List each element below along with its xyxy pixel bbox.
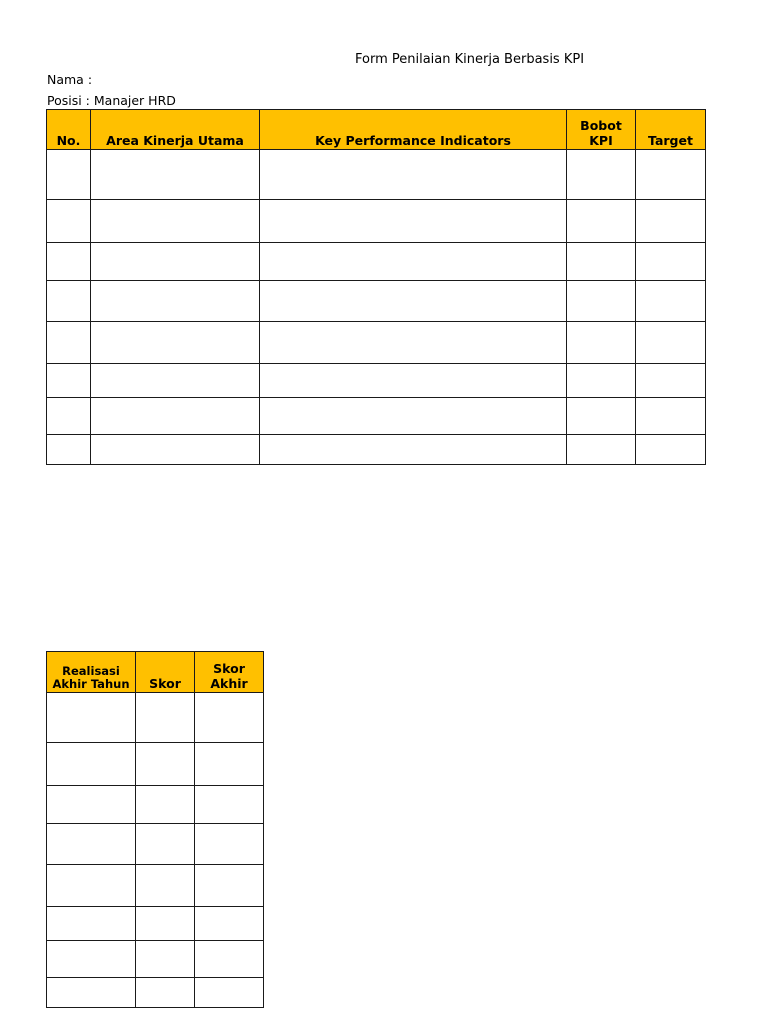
kpi-table-cell-kpi[interactable] xyxy=(260,435,567,465)
kpi-table-cell-kpi[interactable] xyxy=(260,364,567,398)
realisasi-table-row xyxy=(47,824,264,865)
header-bobot-line2: KPI xyxy=(589,133,613,148)
realisasi-table-cell-realisasi[interactable] xyxy=(47,978,136,1008)
realisasi-table-row xyxy=(47,865,264,907)
header-realisasi xyxy=(47,652,136,693)
header-skor: Skor xyxy=(136,652,195,693)
kpi-table-cell-kpi[interactable] xyxy=(260,150,567,200)
nama-label: Nama : xyxy=(47,72,93,87)
realisasi-table-header-row xyxy=(47,652,264,693)
header-realisasi-line2: Akhir Tahun xyxy=(52,677,130,691)
realisasi-table-cell-skor[interactable] xyxy=(136,786,195,824)
kpi-table-cell-kpi[interactable] xyxy=(260,281,567,322)
realisasi-table-cell-realisasi[interactable] xyxy=(47,865,136,907)
kpi-table-cell-kpi[interactable] xyxy=(260,243,567,281)
realisasi-table xyxy=(46,651,264,1008)
header-target: Target xyxy=(636,110,706,150)
header-bobot-line1: Bobot xyxy=(580,118,622,133)
realisasi-table-cell-skor[interactable] xyxy=(136,907,195,941)
kpi-table-row xyxy=(47,322,706,364)
posisi-label: Posisi : Manajer HRD xyxy=(47,93,176,108)
realisasi-table-cell-skor-akhir[interactable] xyxy=(195,941,264,978)
kpi-table-cell-no[interactable] xyxy=(47,200,91,243)
kpi-table-cell-no[interactable] xyxy=(47,150,91,200)
realisasi-table-cell-skor-akhir[interactable] xyxy=(195,978,264,1008)
kpi-table-cell-area[interactable] xyxy=(91,435,260,465)
kpi-table-cell-area[interactable] xyxy=(91,281,260,322)
header-skor-akhir-line2: Akhir xyxy=(210,676,248,691)
realisasi-table-cell-skor[interactable] xyxy=(136,941,195,978)
header-no: No. xyxy=(47,110,91,150)
kpi-table-cell-target[interactable] xyxy=(636,200,706,243)
kpi-table-cell-target[interactable] xyxy=(636,398,706,435)
realisasi-table-row xyxy=(47,693,264,743)
realisasi-table-row xyxy=(47,978,264,1008)
kpi-table-cell-area[interactable] xyxy=(91,398,260,435)
kpi-table-cell-target[interactable] xyxy=(636,243,706,281)
realisasi-table-cell-skor-akhir[interactable] xyxy=(195,786,264,824)
kpi-table-cell-bobot[interactable] xyxy=(567,364,636,398)
kpi-table-row xyxy=(47,243,706,281)
kpi-table-cell-area[interactable] xyxy=(91,364,260,398)
header-skor-akhir xyxy=(195,652,264,693)
kpi-table-row xyxy=(47,398,706,435)
kpi-table-cell-kpi[interactable] xyxy=(260,200,567,243)
kpi-table-cell-area[interactable] xyxy=(91,322,260,364)
realisasi-table-cell-skor[interactable] xyxy=(136,978,195,1008)
realisasi-table-cell-skor-akhir[interactable] xyxy=(195,907,264,941)
realisasi-table-cell-skor-akhir[interactable] xyxy=(195,693,264,743)
realisasi-table-cell-skor[interactable] xyxy=(136,693,195,743)
kpi-table-cell-bobot[interactable] xyxy=(567,322,636,364)
kpi-table-cell-target[interactable] xyxy=(636,322,706,364)
kpi-table xyxy=(46,109,706,465)
realisasi-table-cell-realisasi[interactable] xyxy=(47,693,136,743)
header-realisasi-line1: Realisasi xyxy=(62,664,120,678)
kpi-table-cell-bobot[interactable] xyxy=(567,200,636,243)
realisasi-table-cell-realisasi[interactable] xyxy=(47,743,136,786)
realisasi-table-cell-skor-akhir[interactable] xyxy=(195,824,264,865)
kpi-table-cell-no[interactable] xyxy=(47,322,91,364)
header-area-kinerja: Area Kinerja Utama xyxy=(91,110,260,150)
kpi-table-cell-target[interactable] xyxy=(636,435,706,465)
kpi-table-cell-kpi[interactable] xyxy=(260,398,567,435)
kpi-table-cell-area[interactable] xyxy=(91,150,260,200)
kpi-table-row xyxy=(47,150,706,200)
kpi-table-cell-bobot[interactable] xyxy=(567,243,636,281)
kpi-table-cell-no[interactable] xyxy=(47,281,91,322)
realisasi-table-cell-skor[interactable] xyxy=(136,865,195,907)
kpi-table-cell-bobot[interactable] xyxy=(567,281,636,322)
realisasi-table-cell-skor-akhir[interactable] xyxy=(195,743,264,786)
kpi-table-cell-no[interactable] xyxy=(47,364,91,398)
header-kpi: Key Performance Indicators xyxy=(260,110,567,150)
kpi-table-cell-no[interactable] xyxy=(47,435,91,465)
realisasi-table-cell-realisasi[interactable] xyxy=(47,907,136,941)
realisasi-table-row xyxy=(47,941,264,978)
realisasi-table-row xyxy=(47,786,264,824)
kpi-table-cell-target[interactable] xyxy=(636,364,706,398)
kpi-table-cell-bobot[interactable] xyxy=(567,435,636,465)
kpi-table-cell-area[interactable] xyxy=(91,200,260,243)
kpi-table-cell-no[interactable] xyxy=(47,243,91,281)
realisasi-table-row xyxy=(47,907,264,941)
realisasi-table-cell-realisasi[interactable] xyxy=(47,941,136,978)
realisasi-table-cell-realisasi[interactable] xyxy=(47,824,136,865)
kpi-table-row xyxy=(47,281,706,322)
realisasi-table-cell-skor[interactable] xyxy=(136,743,195,786)
kpi-table-row xyxy=(47,435,706,465)
kpi-table-cell-area[interactable] xyxy=(91,243,260,281)
kpi-table-cell-bobot[interactable] xyxy=(567,150,636,200)
form-title: Form Penilaian Kinerja Berbasis KPI xyxy=(355,52,585,67)
realisasi-table-cell-skor-akhir[interactable] xyxy=(195,865,264,907)
realisasi-table-row xyxy=(47,743,264,786)
kpi-table-header-row xyxy=(47,110,706,150)
kpi-table-cell-target[interactable] xyxy=(636,281,706,322)
kpi-table-cell-kpi[interactable] xyxy=(260,322,567,364)
realisasi-table-cell-realisasi[interactable] xyxy=(47,786,136,824)
kpi-table-cell-no[interactable] xyxy=(47,398,91,435)
kpi-table-row xyxy=(47,200,706,243)
kpi-table-cell-target[interactable] xyxy=(636,150,706,200)
kpi-table-row xyxy=(47,364,706,398)
kpi-table-cell-bobot[interactable] xyxy=(567,398,636,435)
header-bobot-kpi xyxy=(567,110,636,150)
realisasi-table-cell-skor[interactable] xyxy=(136,824,195,865)
header-skor-akhir-line1: Skor xyxy=(213,661,245,676)
